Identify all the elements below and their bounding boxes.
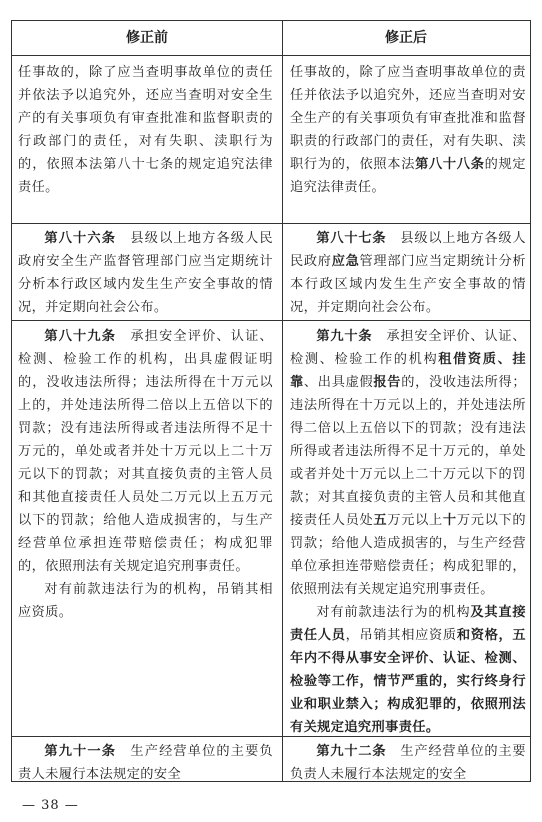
row-divider bbox=[12, 55, 530, 56]
row2-before-cell bbox=[18, 227, 273, 319]
row1-before-text: 任事故的，除了应当查明事故单位的责任并依法予以追究外，还应当查明对安全生产的有关事项负有审查批准和监督职责的行政部门的责任，对有失职、渎职行为的，依照本法第八十七条的规定追究法律责任。 bbox=[18, 65, 273, 195]
row3-after-p2-amended: 及其直接责任人员 bbox=[290, 605, 526, 643]
row3-after-para1 bbox=[290, 325, 526, 601]
row4-before-cell bbox=[18, 740, 273, 782]
row4-after-text: 生产经营单位的主要负责人未履行本法规定的安全 bbox=[290, 744, 526, 782]
row4-after-article-head: 第九十二条 bbox=[316, 744, 387, 759]
row3-after-p2-text: ，吊销其相应资质 bbox=[345, 628, 457, 643]
row3-before-text: 承担安全评价、认证、检测、检验工作的机构，出具虚假证明的，没收违法所得；违法所得在十万元以上的，并处违法所得二倍以上五倍以下的罚款；没有违法所得或者违法所得不足十万元的，单处或者并处十万元以上二十万元以下的罚款；对其直接负责的主管人员和其他直接责任人员处二万元以上五万元以下的罚款；给他人造成损害的，与生产经营单位承担连带赔偿责任；构成犯罪的，依照刑法有关规定追究刑事责任。 bbox=[18, 329, 273, 574]
row2-after-text-c: 管理部门应当定期统计分析本行政区域内发生生产安全事故的情况，并定期向社会公布。 bbox=[290, 254, 526, 315]
row2-after-amended-word: 应急 bbox=[331, 254, 360, 269]
column-divider bbox=[282, 21, 283, 781]
row-divider bbox=[12, 320, 530, 321]
row3-after-text: 承担安全评价、认证、检测、检验工作的机构 bbox=[290, 329, 526, 367]
row3-before-para2: 对有前款违法行为的机构，吊销其相应资质。 bbox=[18, 582, 273, 620]
row1-after-text-c: 的规定追究法律责任。 bbox=[290, 157, 526, 195]
row3-after-para2 bbox=[290, 601, 526, 735]
row1-after-cell bbox=[290, 61, 526, 221]
row1-before-cell bbox=[18, 61, 273, 221]
header-after: 修正后 bbox=[385, 30, 427, 46]
comparison-table bbox=[11, 20, 531, 782]
row2-before-text: 县级以上地方各级人民政府安全生产监督管理部门应当定期统计分析本行政区域内发生生产安全事故的情况，并定期向社会公布。 bbox=[18, 231, 273, 315]
row-divider bbox=[12, 736, 530, 737]
row3-after-amended: 报告 bbox=[373, 375, 402, 390]
row3-after-text: 万元以上 bbox=[387, 513, 443, 528]
row1-after-text-a: 任事故的，除了应当查明事故单位的责任并依法予以追究外，还应当查明对安全生产的有关事项负有审查批准和监督职责的行政部门的责任，对有失职、渎职行为的，依照本法 bbox=[290, 65, 526, 172]
row3-before-article-head: 第八十九条 bbox=[44, 329, 117, 344]
header-before: 修正前 bbox=[126, 30, 168, 46]
row3-before-para1 bbox=[18, 325, 273, 578]
row3-after-text: 的，没收违法所得；违法所得在十万元以上的，并处违法所得二倍以上五倍以下的罚款；没有违法所得或者违法所得不足十万元的，单处或者并处十万元以上二十万元以下的罚款；对其直接负责的主管人员和其他直接责任人员处 bbox=[290, 375, 526, 528]
row2-after-cell bbox=[290, 227, 526, 319]
row3-after-article-head: 第九十条 bbox=[316, 329, 373, 344]
row3-after-p2-text: 对有前款违法行为的机构 bbox=[316, 605, 471, 620]
row3-after-amended: 五 bbox=[373, 513, 388, 528]
row3-before-cell bbox=[18, 325, 273, 735]
page-number: — 38 — bbox=[22, 798, 79, 813]
row4-after-cell bbox=[290, 740, 526, 782]
row2-before-article-head: 第八十六条 bbox=[44, 231, 117, 246]
row3-after-cell bbox=[290, 325, 526, 735]
row2-after-text-a: 县级以上地方各级人民政府 bbox=[290, 231, 526, 269]
row4-before-article-head: 第九十一条 bbox=[44, 744, 117, 759]
row3-after-p2-amended: 和资格，五年内不得从事安全评价、认证、检测、检验等工作，情节严重的，实行终身行业和职业禁入；构成犯罪的，依照刑法有关规定追究刑事责任。 bbox=[290, 628, 526, 735]
row3-after-amended: 租借资质、挂靠 bbox=[290, 352, 526, 390]
row1-after-amended-article: 第八十八条 bbox=[415, 157, 485, 172]
row3-after-text: 、出具虚假 bbox=[303, 375, 374, 390]
row4-before-text: 生产经营单位的主要负责人未履行本法规定的安全 bbox=[18, 744, 273, 782]
row2-after-article-head: 第八十七条 bbox=[316, 231, 387, 246]
row-divider bbox=[12, 223, 530, 224]
row3-after-text: 万元以下的罚款；给他人造成损害的，与生产经营单位承担连带赔偿责任；构成犯罪的，依照刑法有关规定追究刑事责任。 bbox=[290, 513, 526, 597]
row3-after-amended: 十 bbox=[442, 513, 457, 528]
